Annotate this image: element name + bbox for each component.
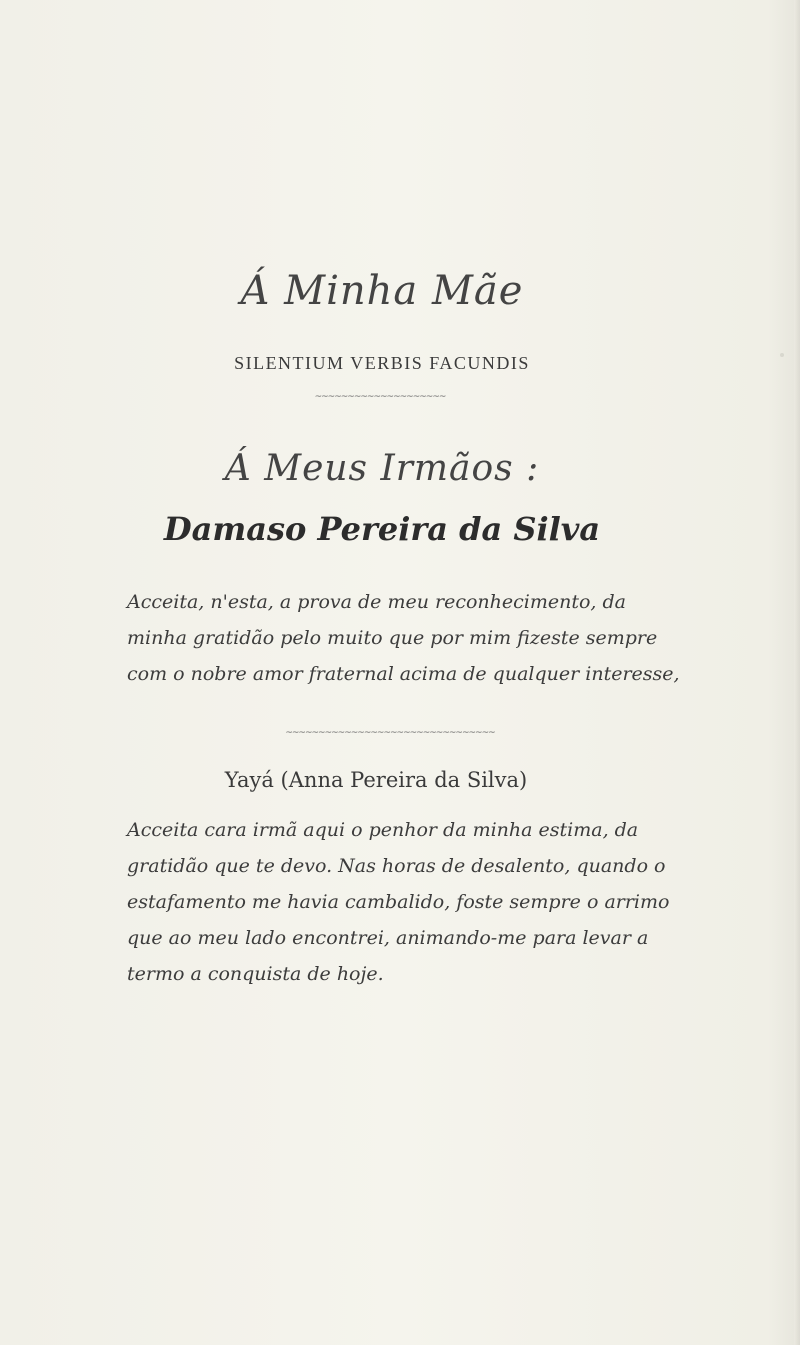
dedication-paragraph-1: Acceita, n'esta, a prova de meu reconhecimento, da minha gratidão pelo muito que por mim fizeste sempre com o nobre amor fraternal acima de qualquer interesse, [127,591,680,685]
page-edge [794,0,800,1345]
ornament-divider-1: ~~~~~~~~~~~~~~~~~~~~ [314,392,446,402]
ornament-divider-2: ~~~~~~~~~~~~~~~~~~~~~~~~~~~~~~~~ [285,728,495,738]
dedication-heading-2: Á Meus Irmãos : [224,448,540,489]
dedication-paragraph-2: Acceita cara irmã aqui o penhor da minha estima, da gratidão que te devo. Nas horas de desalento, quando o estafamento me havia cambalido, foste sempre o arrimo que ao meu lado encontrei, animando-me para levar a termo a conquista de hoje. [127,819,670,985]
latin-motto: SILENTIUM VERBIS FACUNDIS [234,353,530,373]
dedicatee-name: Damaso Pereira da Silva [163,510,601,548]
dedication-heading: Á Minha Mãe [240,268,524,314]
dedicatee-signature: Yayá (Anna Pereira da Silva) [224,768,528,792]
